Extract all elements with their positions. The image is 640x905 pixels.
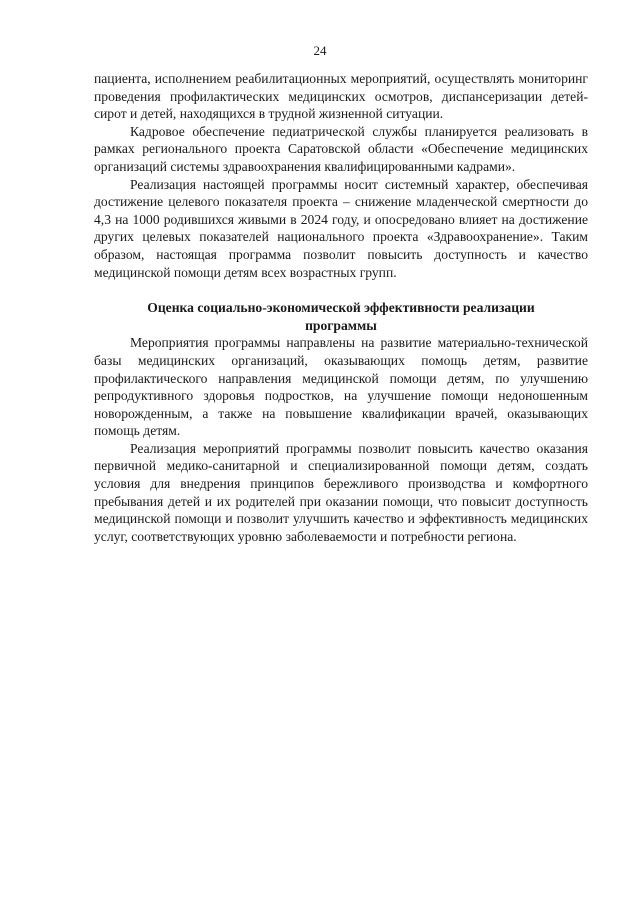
- paragraph-activities: Мероприятия программы направлены на развитие материально-технической базы медицинских организаций, оказывающих помощь детям, развитие профилактического направления медицинской помощи детям, по улучшению репродуктивного здоровья подростков, на улучшение помощи недоношенным новорожденным, а также на повышение квалификации врачей, оказывающих помощь детям.: [94, 335, 588, 439]
- paragraph-staffing: Кадровое обеспечение педиатрической службы планируется реализовать в рамках регионального проекта Саратовской области «Обеспечение медицинских организаций системы здравоохранения квалифицированными кадрами».: [94, 123, 588, 174]
- paragraph-implementation: Реализация настоящей программы носит системный характер, обеспечивая достижение целевого показателя проекта – снижение младенческой смертности до 4,3 на 1000 родившихся живыми в 2024 году, и опосредовано влияет на достижение других целевых показателей национального проекта «Здравоохранение». Таким образом, настоящая программа позволит повысить доступность и качество медицинской помощи детям всех возрастных групп.: [94, 176, 588, 280]
- document-body: [94, 70, 588, 545]
- page-number: 24: [313, 43, 327, 58]
- section-heading: Оценка социально-экономической эффективности реализации программы: [147, 300, 535, 333]
- paragraph-continuation: пациента, исполнением реабилитационных мероприятий, осуществлять мониторинг проведения профилактических медицинских осмотров, диспансеризации детей-сирот и детей, находящихся в трудной жизненной ситуации.: [94, 71, 588, 122]
- paragraph-outcomes: Реализация мероприятий программы позволит повысить качество оказания первичной медико-санитарной и специализированной помощи детям, создать условия для внедрения принципов бережливого производства и комфортного пребывания детей и их родителей при оказании помощи, что повысит доступность медицинской помощи и позволит улучшить качество и эффективность медицинских услуг, соответствующих уровню заболеваемости и потребности региона.: [94, 440, 588, 544]
